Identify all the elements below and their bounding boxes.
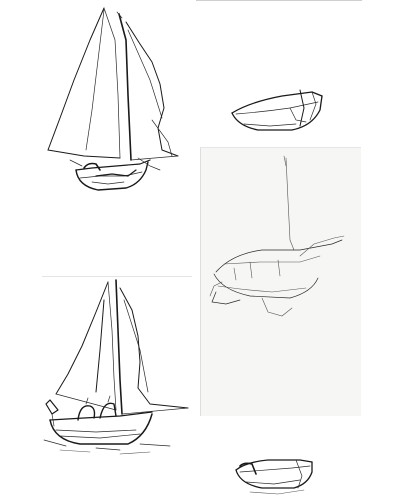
moored-boat-sketch-middle xyxy=(210,156,344,316)
sailboat-sketch-top-left xyxy=(48,8,178,190)
rowboat-sketch-bottom-right xyxy=(236,460,312,494)
sailboat-sketch-bottom-left xyxy=(44,280,188,454)
rowboat-sketch-top-right xyxy=(232,90,322,130)
